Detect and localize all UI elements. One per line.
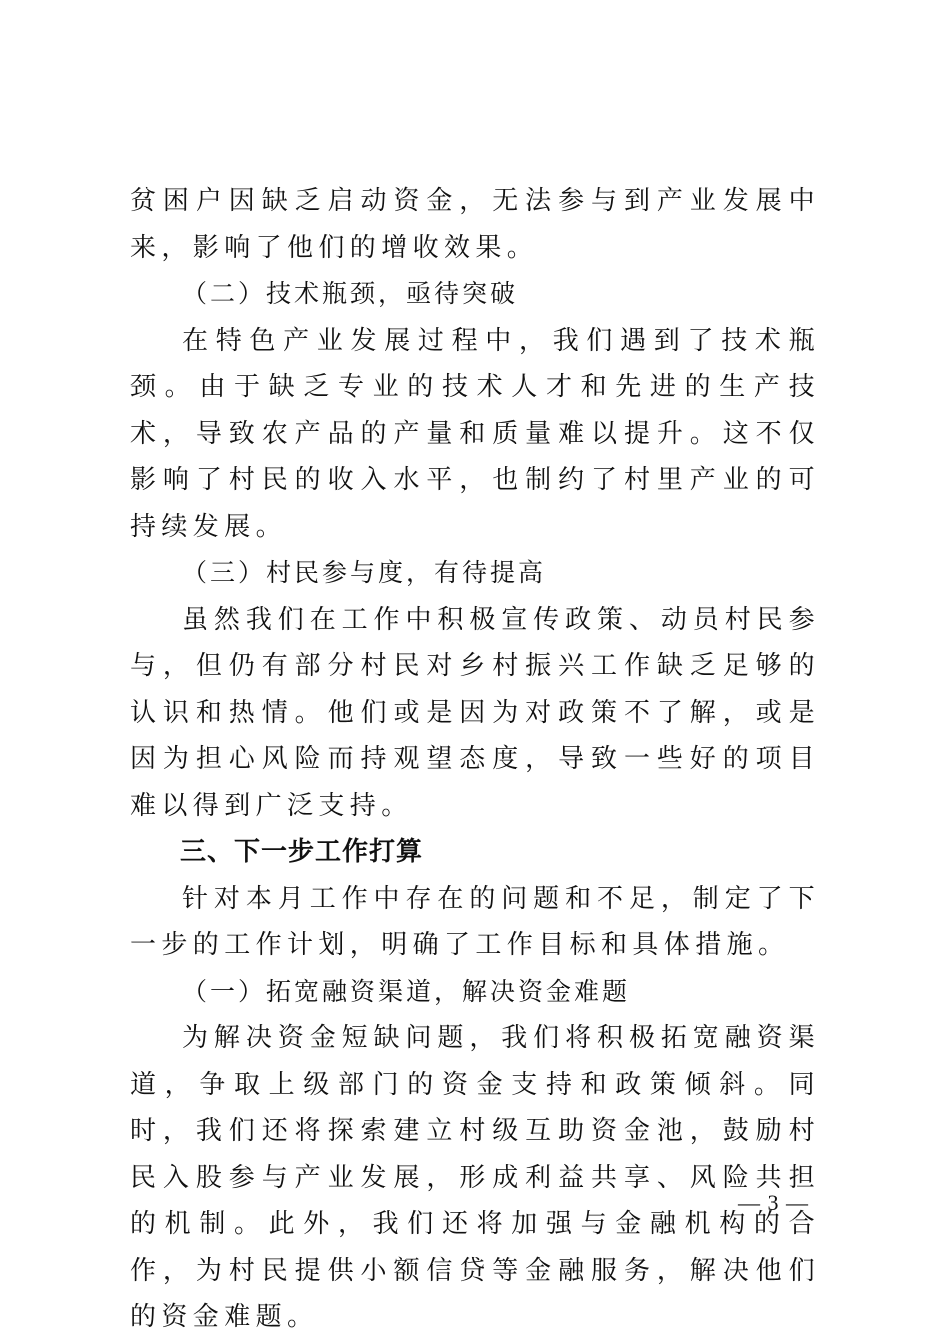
paragraph-continuation: 贫困户因缺乏启动资金，无法参与到产业发展中来，影响了他们的增收效果。 (130, 186, 820, 263)
subheading-financing-channels: （一）拓宽融资渠道，解决资金难题 (182, 976, 631, 1006)
paragraph-villager-participation: 虽然我们在工作中积极宣传政策、动员村民参与，但仍有部分村民对乡村振兴工作缺乏足够的认识和热情。他们或是因为对政策不了解，或是因为担心风险而持观望态度，导致一些好的项目难以得到广泛支持。 (130, 604, 820, 821)
subheading-technical-bottleneck: （二）技术瓶颈，亟待突破 (182, 279, 519, 308)
subheading-villager-participation: （三）村民参与度，有待提高 (182, 558, 547, 587)
section-heading-next-steps: 三、下一步工作打算 (180, 837, 424, 867)
document-body (130, 178, 820, 1341)
page-number: — 3 — (738, 1190, 809, 1215)
paragraph-next-steps-intro: 针对本月工作中存在的问题和不足，制定了下一步的工作计划，明确了工作目标和具体措施。 (130, 883, 820, 960)
paragraph-technical-bottleneck: 在特色产业发展过程中，我们遇到了技术瓶颈。由于缺乏专业的技术人才和先进的生产技术，导致农产品的产量和质量难以提升。这不仅影响了村民的收入水平，也制约了村里产业的可持续发展。 (130, 325, 820, 542)
paragraph-financing-channels: 为解决资金短缺问题，我们将积极拓宽融资渠道，争取上级部门的资金支持和政策倾斜。同时，我们还将探索建立村级互助资金池，鼓励村民入股参与产业发展，形成利益共享、风险共担的机制。此外，我们还将加强与金融机构的合作，为村民提供小额信贷等金融服务，解决他们的资金难题。 (130, 1023, 820, 1332)
